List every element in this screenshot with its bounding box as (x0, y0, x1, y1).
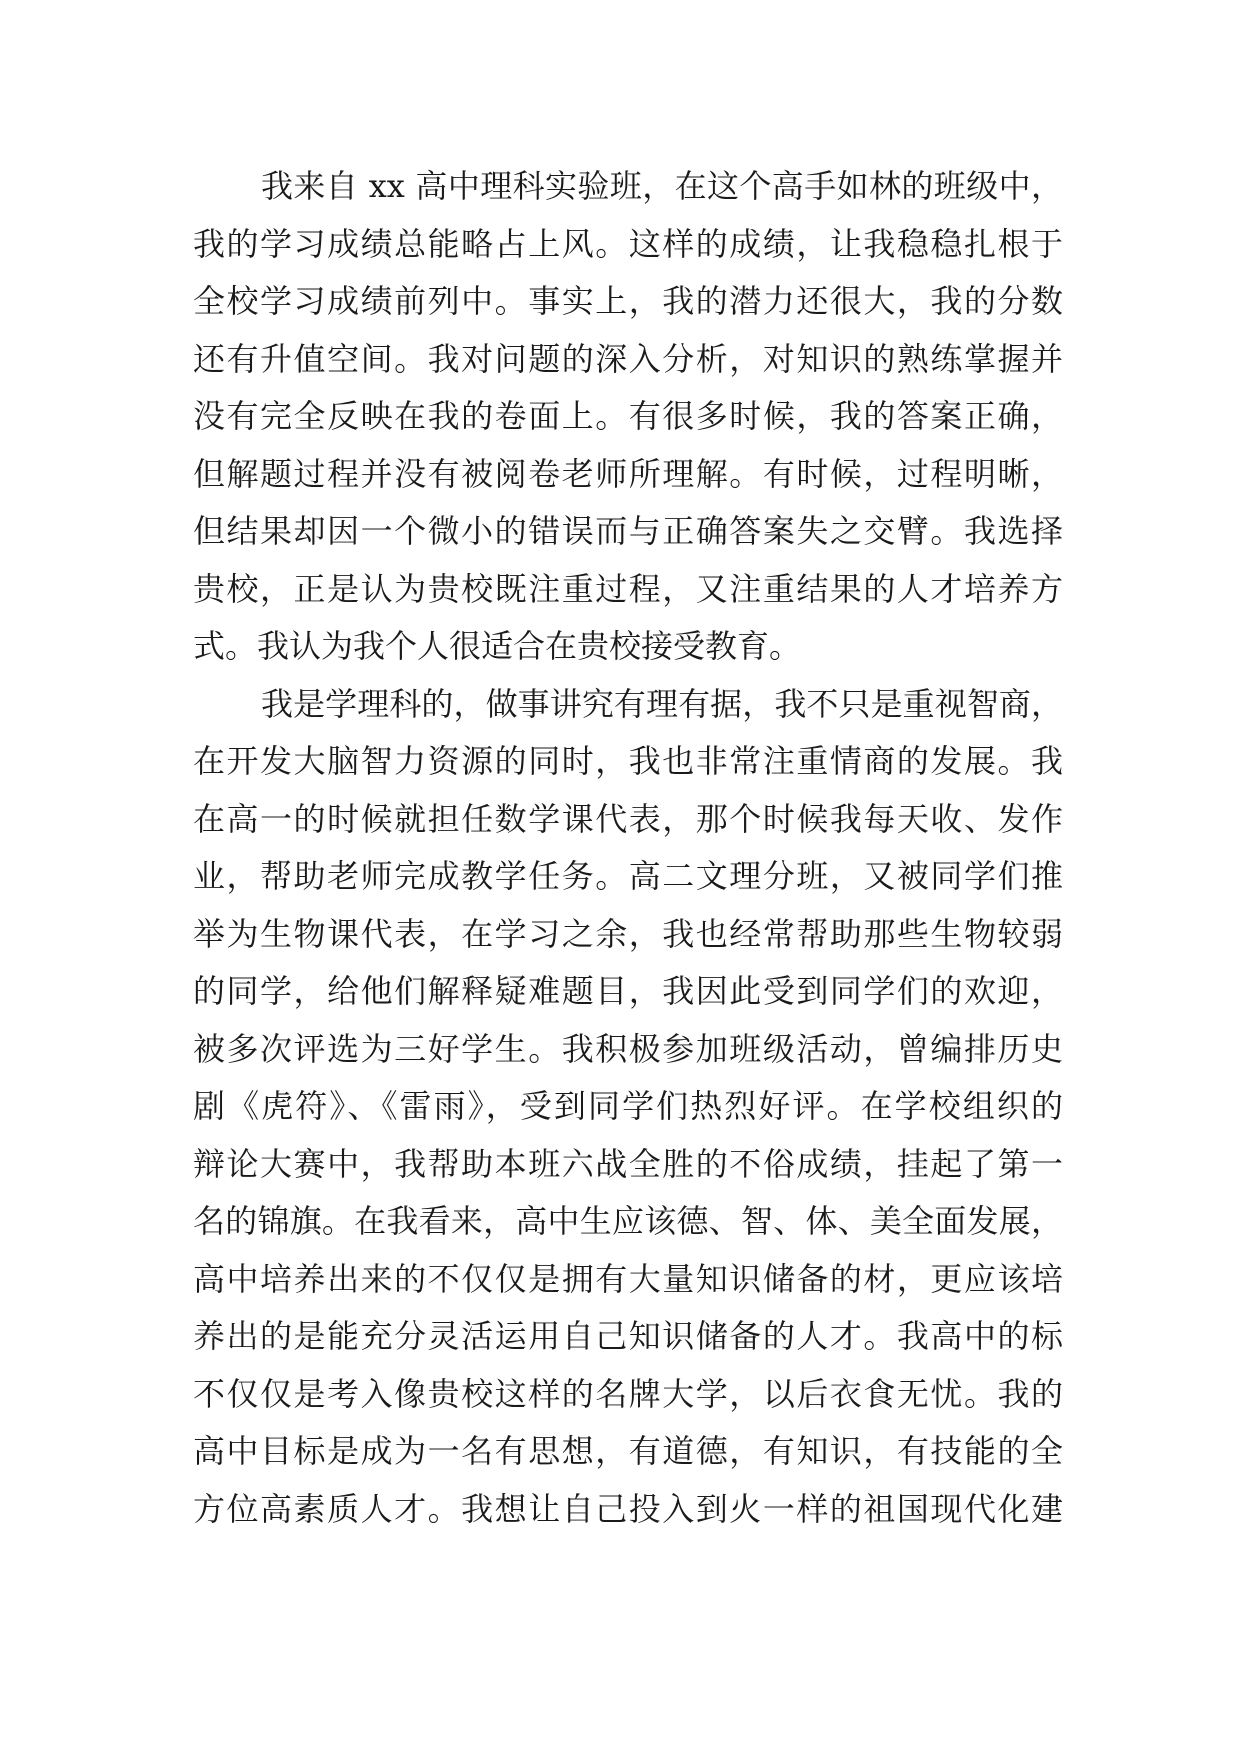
paragraph-1-line-7: 但结果却因一个微小的错误而与正确答案失之交臂。我选择 (193, 512, 1063, 550)
paragraph-2-line-8: 剧《虎符》、《雷雨》，受到同学们热烈好评。在学校组织的 (193, 1087, 1063, 1125)
paragraph-1-line-6: 但解题过程并没有被阅卷老师所理解。有时候，过程明晰， (193, 454, 1063, 493)
paragraph-1-line-9: 式。我认为我个人很适合在贵校接受教育。 (193, 627, 802, 665)
document-body (193, 158, 1063, 1538)
paragraph-1-line-2: 我的学习成绩总能略占上风。这样的成绩，让我稳稳扎根于 (193, 224, 1063, 263)
paragraph-2-line-15: 方位高素质人才。我想让自己投入到火一样的祖国现代化建 (193, 1489, 1063, 1528)
paragraph-2-line-13: 不仅仅是考入像贵校这样的名牌大学，以后衣食无忧。我的 (193, 1374, 1063, 1413)
paragraph-1-line-8: 贵校，正是认为贵校既注重过程，又注重结果的人才培养方 (193, 569, 1063, 608)
paragraph-2-line-9: 辩论大赛中，我帮助本班六战全胜的不俗成绩，挂起了第一 (193, 1144, 1063, 1183)
paragraph-1-line-5: 没有完全反映在我的卷面上。有很多时候，我的答案正确， (193, 397, 1063, 435)
paragraph-2-line-1: 我是学理科的，做事讲究有理有据，我不只是重视智商， (261, 684, 1063, 723)
paragraph-2-line-14: 高中目标是成为一名有思想，有道德，有知识，有技能的全 (193, 1432, 1063, 1470)
paragraph-1-line-3: 全校学习成绩前列中。事实上，我的潜力还很大，我的分数 (193, 282, 1063, 320)
paragraph-2-line-6: 的同学，给他们解释疑难题目，我因此受到同学们的欢迎， (193, 972, 1063, 1010)
paragraph-2-line-2: 在开发大脑智力资源的同时，我也非常注重情商的发展。我 (193, 742, 1063, 780)
paragraph-2-line-12: 养出的是能充分灵活运用自己知识储备的人才。我高中的标 (193, 1317, 1063, 1355)
paragraph-1-line-4: 还有升值空间。我对问题的深入分析，对知识的熟练掌握并 (193, 339, 1063, 378)
paragraph-2-line-5: 举为生物课代表，在学习之余，我也经常帮助那些生物较弱 (193, 914, 1063, 953)
paragraph-2-line-10: 名的锦旗。在我看来，高中生应该德、智、体、美全面发展， (193, 1202, 1063, 1240)
paragraph-2-line-3: 在高一的时候就担任数学课代表，那个时候我每天收、发作 (193, 799, 1063, 838)
paragraph-1-line-1: 我来自 xx 高中理科实验班，在这个高手如林的班级中， (261, 167, 1063, 205)
paragraph-2-line-4: 业，帮助老师完成教学任务。高二文理分班，又被同学们推 (193, 857, 1063, 895)
paragraph-2-line-11: 高中培养出来的不仅仅是拥有大量知识储备的材，更应该培 (193, 1259, 1063, 1298)
paragraph-2-line-7: 被多次评选为三好学生。我积极参加班级活动，曾编排历史 (193, 1029, 1063, 1068)
